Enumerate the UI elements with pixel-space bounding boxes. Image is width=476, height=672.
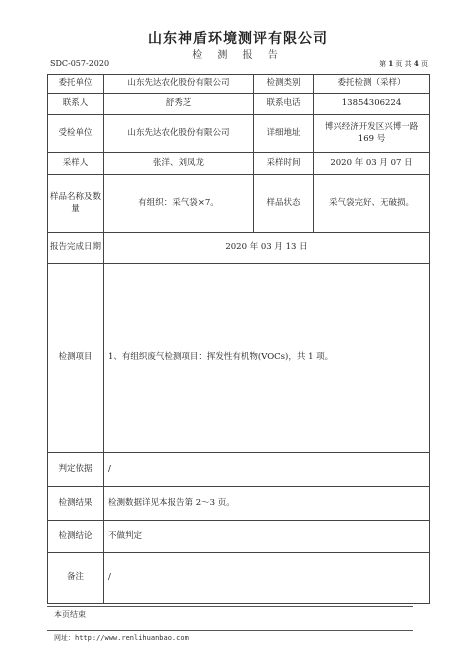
table-row (48, 487, 430, 521)
table-row (48, 175, 430, 233)
sample-name-label: 样品名称及数量 (48, 175, 104, 233)
report-date-label: 报告完成日期 (48, 233, 104, 264)
page-indicator: 第 1 页 共 4 页 (379, 59, 428, 68)
client-label: 委托单位 (48, 75, 104, 94)
page-current: 1 (388, 59, 394, 68)
test-type-label: 检测类别 (254, 75, 314, 94)
basis-label: 判定依据 (48, 453, 104, 487)
sample-state-value: 采气袋完好、无破损。 (314, 175, 430, 233)
table-row (48, 75, 430, 94)
inspected-label: 受检单位 (48, 115, 104, 153)
result-value: 检测数据详见本报告第 2～3 页。 (104, 487, 430, 521)
sample-name-value: 有组织：采气袋×7。 (104, 175, 254, 233)
table-row (48, 233, 430, 264)
table-row (48, 264, 430, 453)
inspected-value: 山东先达农化股份有限公司 (104, 115, 254, 153)
table-row (48, 453, 430, 487)
remark-label: 备注 (48, 553, 104, 604)
table-row (48, 115, 430, 153)
footer-divider-top (47, 606, 413, 607)
table-row (48, 153, 430, 175)
page-total: 4 (413, 59, 419, 68)
conclusion-label: 检测结论 (48, 521, 104, 553)
remark-value: / (104, 553, 430, 604)
table-row (48, 94, 430, 115)
footer-divider-bottom (47, 630, 413, 631)
result-label: 检测结果 (48, 487, 104, 521)
address-label: 详细地址 (254, 115, 314, 153)
items-label: 检测项目 (48, 264, 104, 453)
company-name: 山东神盾环境测评有限公司 (148, 31, 328, 47)
phone-label: 联系电话 (254, 94, 314, 115)
contact-value: 舒秀芝 (104, 94, 254, 115)
website-url: 网址：http://www.renlihuanbao.com (54, 634, 189, 642)
basis-value: / (104, 453, 430, 487)
conclusion-value: 不做判定 (104, 521, 430, 553)
sample-time-label: 采样时间 (254, 153, 314, 175)
sampler-label: 采样人 (48, 153, 104, 175)
report-table (47, 74, 430, 604)
table-row (48, 553, 430, 604)
table-row (48, 521, 430, 553)
page-end-note: 本页结束 (54, 610, 86, 619)
client-value: 山东先达农化股份有限公司 (104, 75, 254, 94)
report-date-value: 2020 年 03 月 13 日 (104, 233, 430, 264)
address-value: 博兴经济开发区兴博一路 169 号 (314, 115, 430, 153)
sample-state-label: 样品状态 (254, 175, 314, 233)
document-title: 检 测 报 告 (192, 50, 284, 61)
phone-value: 13854306224 (314, 94, 430, 115)
test-type-value: 委托检测（采样） (314, 75, 430, 94)
document-number: SDC-057-2020 (50, 59, 110, 68)
sampler-value: 张洋、刘凤龙 (104, 153, 254, 175)
items-value: 1、有组织废气检测项目：挥发性有机物(VOCs)，共 1 项。 (104, 264, 430, 453)
sample-time-value: 2020 年 03 月 07 日 (314, 153, 430, 175)
contact-label: 联系人 (48, 94, 104, 115)
